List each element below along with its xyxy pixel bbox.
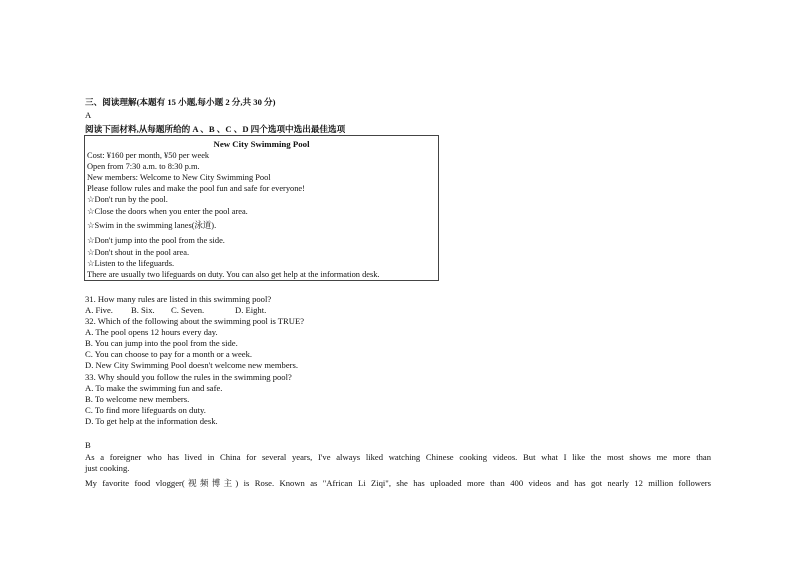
notice-rule: ☆Don't jump into the pool from the side.: [87, 236, 225, 245]
notice-title: New City Swimming Pool: [213, 139, 310, 149]
q33-option-d: D. To get help at the information desk.: [85, 416, 218, 426]
notice-box: [84, 135, 439, 281]
question-31-stem: 31. How many rules are listed in this swimming pool?: [85, 294, 272, 304]
notice-line: Cost: ¥160 per month, ¥50 per week: [87, 151, 210, 160]
q32-option-c: C. You can choose to pay for a month or a week.: [85, 349, 253, 359]
passage-b-line: My favorite food vlogger(视频博主) is Rose. Known as "African Li Ziqi", she has uploaded more than 400 videos and has got nearly 12 million followers: [85, 478, 711, 488]
q32-option-d: D. New City Swimming Pool doesn't welcome new members.: [85, 360, 299, 370]
notice-rule: ☆Don't run by the pool.: [87, 195, 168, 204]
q31-option-c: C. Seven.: [171, 305, 205, 315]
q32-option-a: A. The pool opens 12 hours every day.: [85, 327, 218, 337]
q31-option-d: D. Eight.: [235, 305, 267, 315]
instruction: 阅读下面材料,从每题所给的 A 、B 、C 、D 四个选项中选出最佳选项: [85, 124, 346, 134]
q31-option-b: B. Six.: [131, 305, 155, 315]
q33-option-c: C. To find more lifeguards on duty.: [85, 405, 206, 415]
notice-line: Please follow rules and make the pool fun and safe for everyone!: [87, 184, 305, 193]
part-b-label: B: [85, 440, 91, 450]
question-32-stem: 32. Which of the following about the swimming pool is TRUE?: [85, 316, 305, 326]
notice-rule: ☆Close the doors when you enter the pool area.: [87, 207, 248, 216]
q33-option-a: A. To make the swimming fun and safe.: [85, 383, 223, 393]
part-a-label: A: [85, 110, 92, 120]
q31-option-a: A. Five.: [85, 305, 113, 315]
section-header: 三、阅读理解(本题有 15 小题,每小题 2 分,共 30 分): [85, 97, 276, 107]
notice-rule: ☆Swim in the swimming lanes(泳道).: [87, 221, 217, 230]
q32-option-b: B. You can jump into the pool from the side.: [85, 338, 238, 348]
passage-b-line: just cooking.: [85, 463, 130, 473]
notice-line: There are usually two lifeguards on duty. You can also get help at the information desk.: [87, 270, 380, 279]
notice-rule: ☆Listen to the lifeguards.: [87, 259, 175, 268]
passage-b-line: As a foreigner who has lived in China for several years, I've always liked watching Chinese cooking videos. But what I like the most shows me more than: [85, 452, 711, 462]
q33-option-b: B. To welcome new members.: [85, 394, 190, 404]
notice-rule: ☆Don't shout in the pool area.: [87, 248, 190, 257]
notice-line: Open from 7:30 a.m. to 8:30 p.m.: [87, 162, 200, 171]
notice-line: New members: Welcome to New City Swimming Pool: [87, 173, 271, 182]
question-33-stem: 33. Why should you follow the rules in the swimming pool?: [85, 372, 292, 382]
